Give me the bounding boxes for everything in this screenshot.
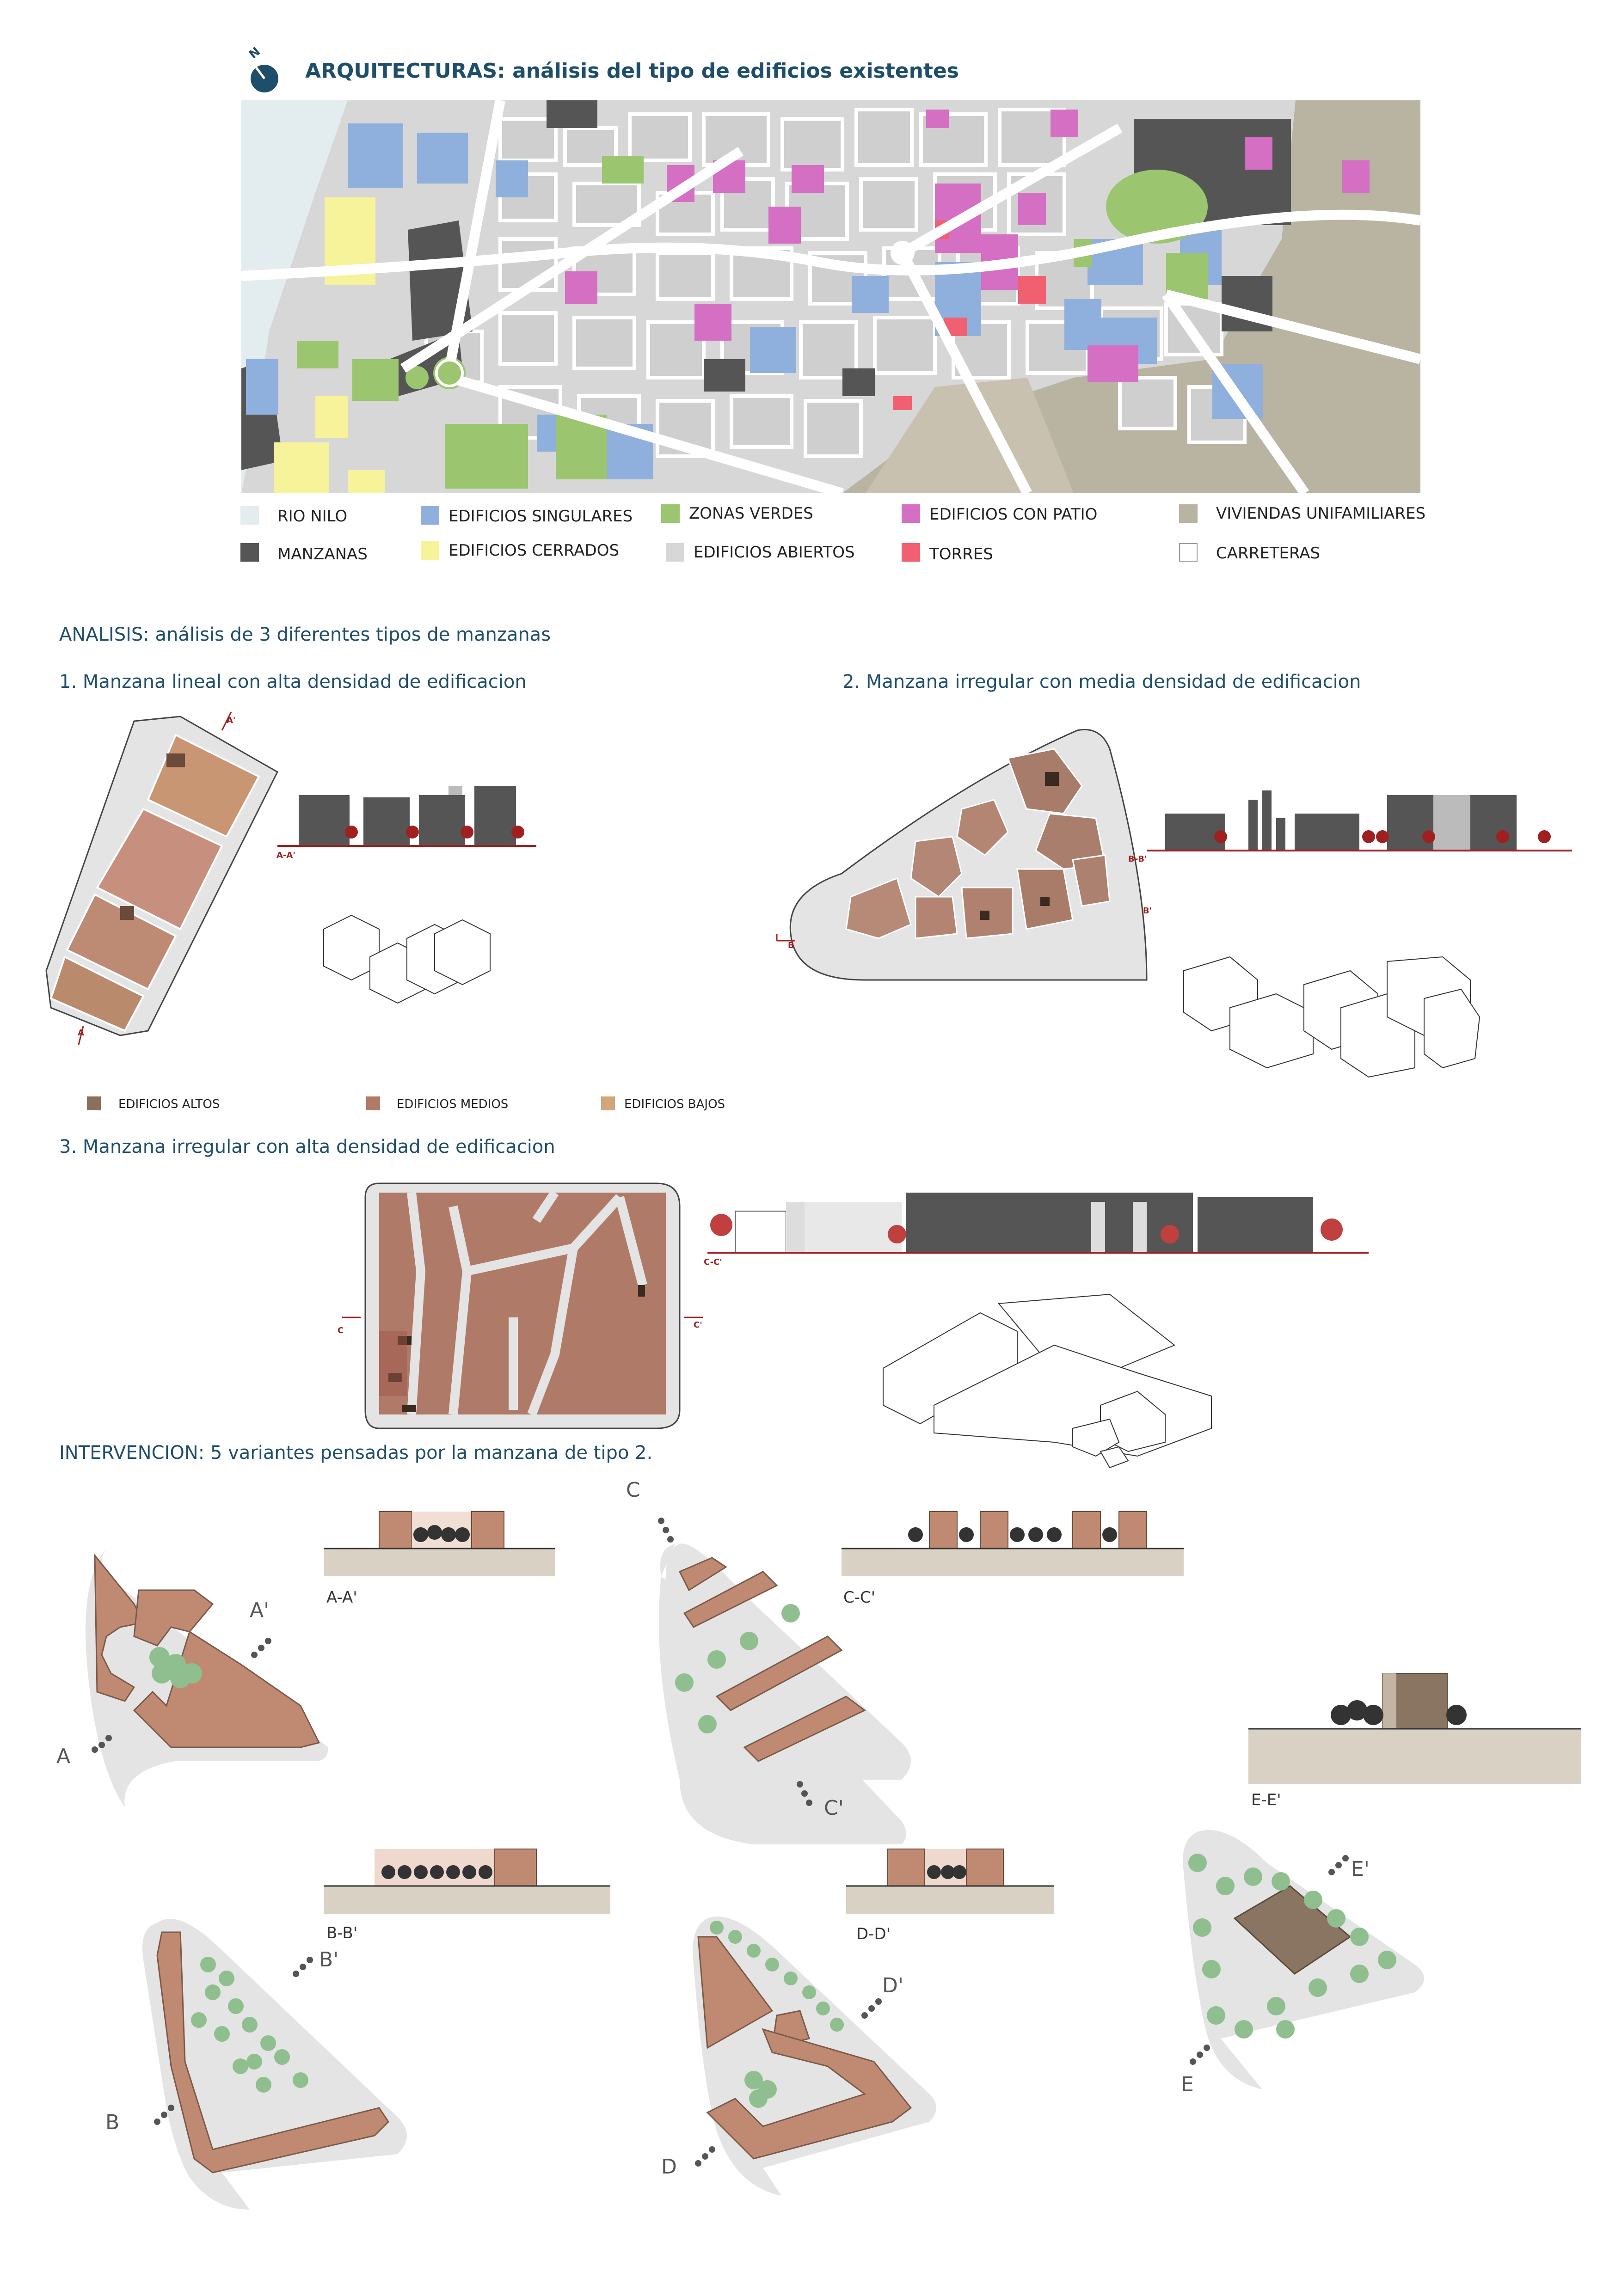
- variant-b-section: [324, 1840, 610, 1914]
- type3-axonometric: [879, 1276, 1239, 1470]
- cut-label-b: B: [788, 941, 794, 950]
- city-map: [241, 100, 1420, 493]
- legend-swatch-edificios-bajos: [601, 1096, 615, 1110]
- legend-label-edificios-medios: EDIFICIOS MEDIOS: [397, 1097, 509, 1111]
- variant-a-end: A': [250, 1598, 270, 1622]
- page-title: ARQUITECTURAS: análisis del tipo de edificios existentes: [305, 59, 959, 83]
- type1-plan: [37, 712, 296, 1045]
- type2-axonometric: [1174, 952, 1480, 1082]
- variant-a-plan: [69, 1535, 347, 1821]
- type1-section: [277, 777, 536, 851]
- variant-c-start: C: [626, 1478, 640, 1502]
- legend-swatch-viviendas-unifamiliares: [1179, 504, 1198, 523]
- analysis-heading: ANALISIS: análisis de 3 diferentes tipos de manzanas: [59, 624, 551, 645]
- legend-swatch-edificios-singulares: [421, 506, 439, 525]
- legend-label-edificios-cerrados: EDIFICIOS CERRADOS: [449, 541, 620, 560]
- legend-label-edificios-altos: EDIFICIOS ALTOS: [118, 1097, 220, 1111]
- legend-label-viviendas-unifamiliares: VIVIENDAS UNIFAMILIARES: [1216, 504, 1426, 523]
- legend-swatch-zonas-verdes: [661, 504, 680, 523]
- variant-d-end: D': [882, 1974, 903, 1997]
- section-label-bb: B-B': [1128, 854, 1147, 864]
- legend-swatch-manzanas: [240, 543, 259, 562]
- type2-section: [1147, 781, 1572, 851]
- variant-a-section-label: A-A': [326, 1588, 357, 1607]
- variant-c-end: C': [824, 1796, 844, 1820]
- type3-heading: 3. Manzana irregular con alta densidad de edificacion: [59, 1136, 555, 1157]
- cut-label-b-prime: B': [1143, 906, 1152, 916]
- variant-b-start: B: [105, 2111, 120, 2134]
- legend-swatch-edificios-con-patio: [902, 504, 920, 523]
- legend-label-carreteras: CARRETERAS: [1216, 544, 1321, 563]
- section-label-aa: A-A': [276, 851, 295, 860]
- type2-heading: 2. Manzana irregular con media densidad de edificacion: [842, 671, 1361, 692]
- legend-label-rio-nilo: RIO NILO: [277, 507, 348, 526]
- type2-plan: [777, 721, 1156, 1008]
- variant-e-section: [1248, 1664, 1581, 1784]
- legend-label-edificios-abiertos: EDIFICIOS ABIERTOS: [694, 543, 855, 562]
- legend-swatch-edificios-medios: [366, 1096, 380, 1110]
- type1-axonometric: [314, 897, 499, 1017]
- legend-label-edificios-con-patio: EDIFICIOS CON PATIO: [929, 505, 1098, 524]
- legend-label-edificios-bajos: EDIFICIOS BAJOS: [624, 1097, 725, 1111]
- legend-label-zonas-verdes: ZONAS VERDES: [689, 504, 813, 523]
- type3-plan: [361, 1179, 684, 1433]
- variant-d-start: D: [661, 2155, 677, 2179]
- variant-e-end: E': [1351, 1857, 1370, 1881]
- compass-icon: [240, 46, 277, 97]
- legend-swatch-edificios-abiertos: [666, 543, 684, 562]
- legend-label-edificios-singulares: EDIFICIOS SINGULARES: [449, 507, 633, 526]
- map-legend: [240, 502, 1424, 562]
- legend-swatch-torres: [902, 543, 920, 562]
- variant-d-section-label: D-D': [856, 1925, 891, 1943]
- type1-heading: 1. Manzana lineal con alta densidad de edificacion: [59, 671, 527, 692]
- variant-e-section-label: E-E': [1251, 1791, 1281, 1809]
- intervention-heading: INTERVENCION: 5 variantes pensadas por la manzana de tipo 2.: [59, 1442, 653, 1463]
- cut-label-a: A: [78, 1028, 84, 1038]
- cut-label-c: C: [338, 1326, 344, 1335]
- cut-label-c-prime: C': [694, 1320, 702, 1330]
- variant-e-plan: [1165, 1821, 1433, 2154]
- cut-label-a-prime: A': [227, 716, 236, 725]
- city-map-svg: [241, 100, 1420, 493]
- legend-swatch-edificios-altos: [87, 1096, 101, 1110]
- variant-b-plan: [129, 1914, 416, 2219]
- legend-swatch-rio-nilo: [240, 506, 259, 525]
- variant-d-plan: [680, 1909, 939, 2205]
- variant-c-section-label: C-C': [843, 1588, 876, 1607]
- legend-label-manzanas: MANZANAS: [277, 545, 368, 563]
- variant-d-section: [846, 1840, 1054, 1914]
- type3-section: [707, 1183, 1369, 1257]
- legend-swatch-carreteras: [1179, 543, 1198, 562]
- variant-a-section: [324, 1502, 555, 1576]
- compass-letter: N: [246, 44, 263, 62]
- legend-swatch-edificios-cerrados: [421, 541, 439, 560]
- variant-c-section: [842, 1502, 1184, 1576]
- variant-b-end: B': [319, 1948, 339, 1971]
- variant-b-section-label: B-B': [326, 1924, 358, 1942]
- legend-label-torres: TORRES: [929, 545, 993, 563]
- section-label-cc: C-C': [704, 1257, 722, 1267]
- variant-e-start: E: [1181, 2073, 1194, 2096]
- variant-a-start: A: [56, 1745, 71, 1768]
